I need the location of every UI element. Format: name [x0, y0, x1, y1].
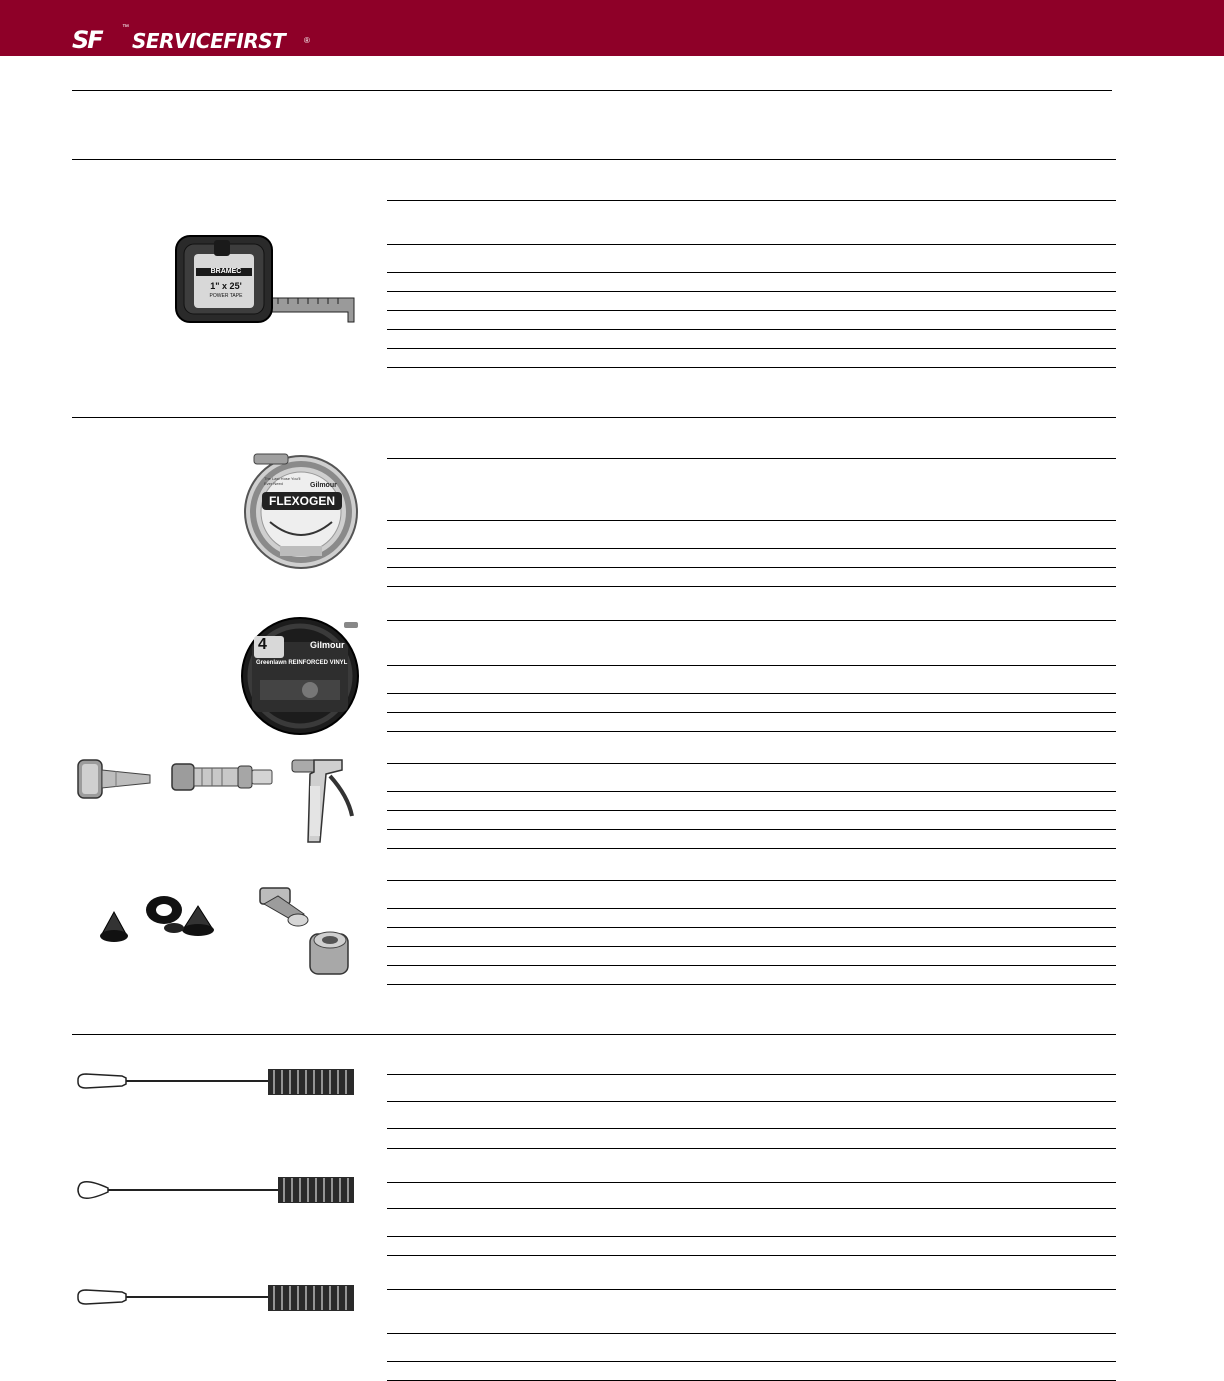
- greenlawn-name-label: Greenlawn REINFORCED VINYL: [256, 660, 348, 666]
- section-divider: [72, 417, 1116, 418]
- table-rule: [387, 567, 1116, 568]
- flexogen-name-label: FLEXOGEN: [268, 494, 335, 508]
- table-rule: [387, 291, 1116, 292]
- greenlawn-ply-label: 4: [258, 636, 267, 653]
- table-rule: [387, 880, 1116, 881]
- section-divider: [72, 90, 1112, 91]
- trademark-symbol: ™: [122, 24, 129, 31]
- greenlawn-hose-image: [240, 614, 362, 738]
- table-rule: [387, 665, 1116, 666]
- table-rule: [387, 848, 1116, 849]
- greenlawn-brand-label: Gilmour: [310, 640, 345, 650]
- table-rule: [387, 791, 1116, 792]
- table-rule: [387, 829, 1116, 830]
- table-rule: [387, 1182, 1116, 1183]
- table-rule: [387, 1101, 1116, 1102]
- table-rule: [387, 620, 1116, 621]
- hose-washers-image: [98, 892, 224, 948]
- flexogen-hose-image: [240, 448, 362, 572]
- table-rule: [387, 1289, 1116, 1290]
- brass-nozzle-image: [76, 756, 154, 802]
- table-rule: [387, 548, 1116, 549]
- table-rule: [387, 348, 1116, 349]
- table-rule: [387, 200, 1116, 201]
- table-rule: [387, 520, 1116, 521]
- tape-size-label: 1" x 25': [210, 281, 242, 291]
- table-rule: [387, 1208, 1116, 1209]
- tape-brand-label: BRAMEC: [210, 268, 242, 275]
- table-rule: [387, 367, 1116, 368]
- table-rule: [387, 244, 1116, 245]
- adjustable-nozzle-image: [170, 760, 274, 794]
- table-rule: [387, 763, 1116, 764]
- tape-power-label: POWER TAPE: [209, 293, 243, 299]
- pistol-nozzle-image: [290, 756, 358, 848]
- table-rule: [387, 1255, 1116, 1256]
- section-divider: [72, 159, 1116, 160]
- table-rule: [387, 586, 1116, 587]
- brush-straight-handle-image: [76, 1066, 358, 1100]
- table-rule: [387, 329, 1116, 330]
- table-rule: [387, 984, 1116, 985]
- table-rule: [387, 731, 1116, 732]
- table-rule: [387, 693, 1116, 694]
- section-divider: [72, 1034, 1116, 1035]
- table-rule: [387, 310, 1116, 311]
- logo-text: SERVICEFIRST: [132, 29, 286, 53]
- hose-couplings-image: [252, 884, 356, 984]
- table-rule: [387, 927, 1116, 928]
- table-rule: [387, 712, 1116, 713]
- table-rule: [387, 1148, 1116, 1149]
- table-rule: [387, 458, 1116, 459]
- brush-loop-handle-image: [76, 1174, 358, 1208]
- table-rule: [387, 908, 1116, 909]
- flexogen-brand-label: Gilmour: [310, 482, 337, 489]
- table-rule: [387, 965, 1116, 966]
- header-bar: [0, 0, 1224, 56]
- table-rule: [387, 1333, 1116, 1334]
- table-rule: [387, 1128, 1116, 1129]
- tape-measure-image: [172, 232, 360, 328]
- registered-symbol: ®: [304, 36, 310, 45]
- table-rule: [387, 810, 1116, 811]
- table-rule: [387, 272, 1116, 273]
- logo-mark: SF: [72, 26, 102, 54]
- flexogen-tagline: The Last Hose You'll Ever Need: [264, 476, 301, 486]
- table-rule: [387, 1236, 1116, 1237]
- table-rule: [387, 1361, 1116, 1362]
- table-rule: [387, 946, 1116, 947]
- table-rule: [387, 1074, 1116, 1075]
- brush-flat-handle-image: [76, 1282, 358, 1316]
